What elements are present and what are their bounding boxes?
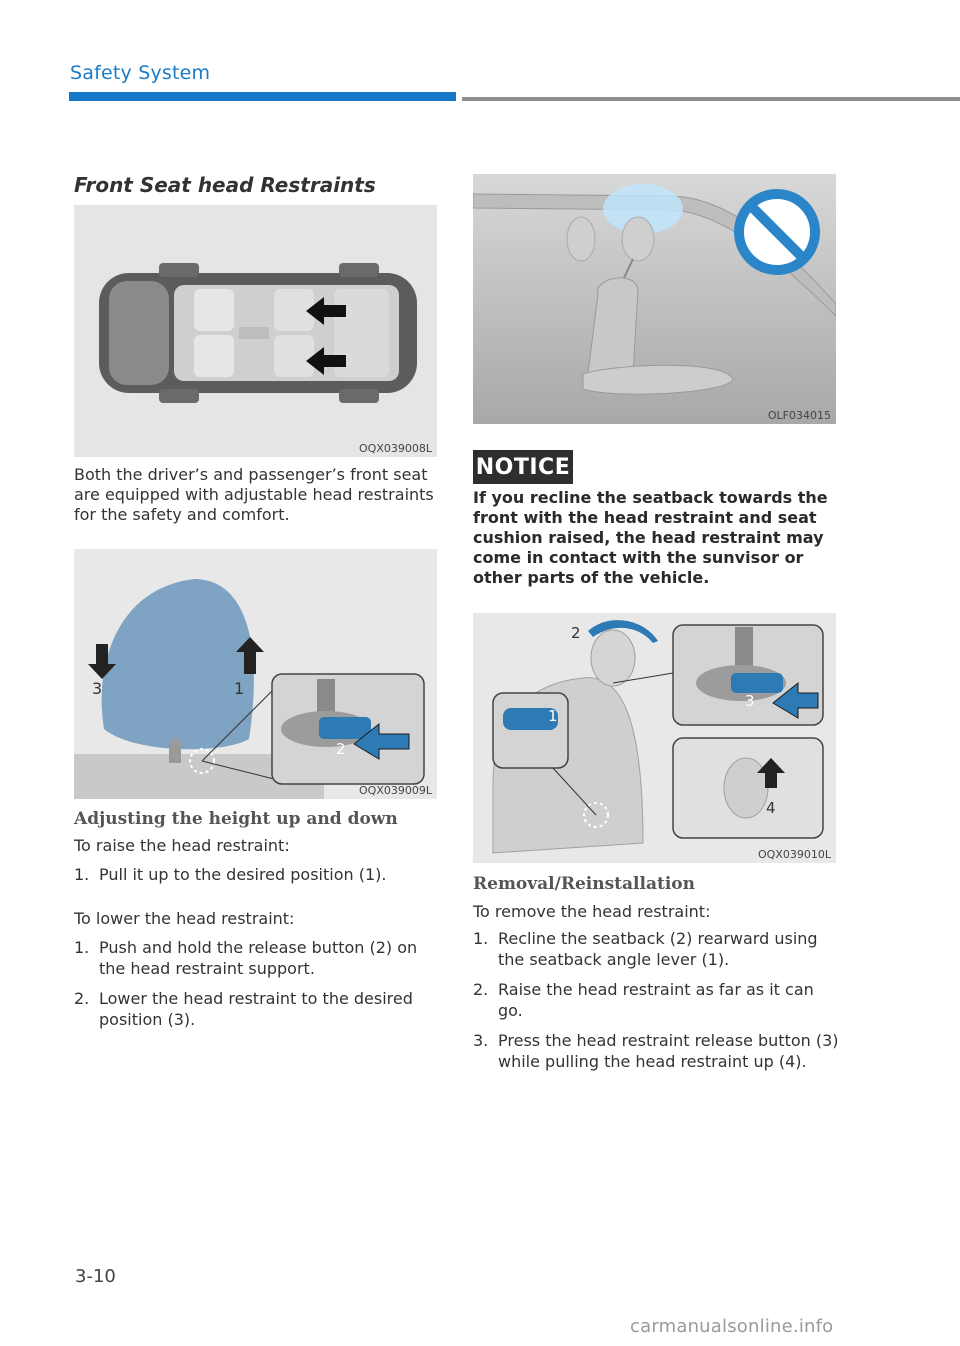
callout-2: 2 — [336, 740, 346, 758]
callout-4: 4 — [766, 799, 776, 817]
head-restraint-height-illustration — [74, 549, 437, 799]
head-restraint-height-figure — [74, 549, 437, 799]
car-top-view-figure — [74, 205, 437, 457]
figure-code: OQX039010L — [758, 848, 831, 861]
watermark: carmanualsonline.info — [630, 1316, 834, 1337]
callout-1: 1 — [548, 707, 558, 725]
header-accent-bar — [69, 92, 456, 101]
list-item: 2. Raise the head restraint as far as it can go. — [473, 980, 814, 1020]
seat-sunvisor-illustration — [473, 174, 836, 424]
lower-intro: To lower the head restraint: — [74, 909, 295, 928]
figure-code: OLF034015 — [767, 409, 831, 422]
callout-3: 3 — [745, 692, 755, 710]
list-item: 3. Press the head restraint release button (3) while pulling the head restraint up (4). — [473, 1031, 839, 1071]
subhead-adjusting: Adjusting the height up and down — [74, 809, 398, 829]
remove-steps — [473, 928, 843, 1081]
subhead-removal: Removal/Reinstallation — [473, 874, 695, 894]
callout-2: 2 — [571, 624, 581, 642]
removal-illustration — [473, 613, 836, 863]
lower-steps — [74, 937, 434, 1039]
seat-sunvisor-figure — [473, 174, 836, 424]
header-divider — [462, 97, 960, 101]
list-item: 1. Recline the seatback (2) rearward using the seatback angle lever (1). — [473, 929, 818, 969]
page-number: 3-10 — [75, 1266, 116, 1287]
callout-3: 3 — [92, 679, 103, 698]
removal-figure — [473, 613, 836, 863]
list-item: 2. Lower the head restraint to the desired position (3). — [74, 989, 413, 1029]
section-title: Front Seat head Restraints — [74, 173, 376, 197]
raise-intro: To raise the head restraint: — [74, 836, 290, 855]
notice-text: If you recline the seatback towards the front with the head restraint and seat cushion raised, the head restraint may come in contact with the sunvisor or other parts of the vehicle. — [473, 488, 828, 587]
remove-intro: To remove the head restraint: — [473, 902, 711, 921]
figure-code: OQX039008L — [359, 442, 432, 455]
notice-badge: NOTICE — [473, 450, 573, 484]
raise-steps — [74, 864, 434, 894]
section-label: Safety System — [70, 62, 211, 84]
intro-paragraph: Both the driver’s and passenger’s front seat are equipped with adjustable head restraints for the safety and comfort. — [74, 465, 434, 524]
list-item: 1. Pull it up to the desired position (1). — [74, 865, 387, 884]
list-item: 1. Push and hold the release button (2) on the head restraint support. — [74, 938, 418, 978]
figure-code: OQX039009L — [359, 784, 432, 797]
callout-1: 1 — [234, 679, 245, 698]
car-top-view-illustration — [74, 205, 437, 457]
